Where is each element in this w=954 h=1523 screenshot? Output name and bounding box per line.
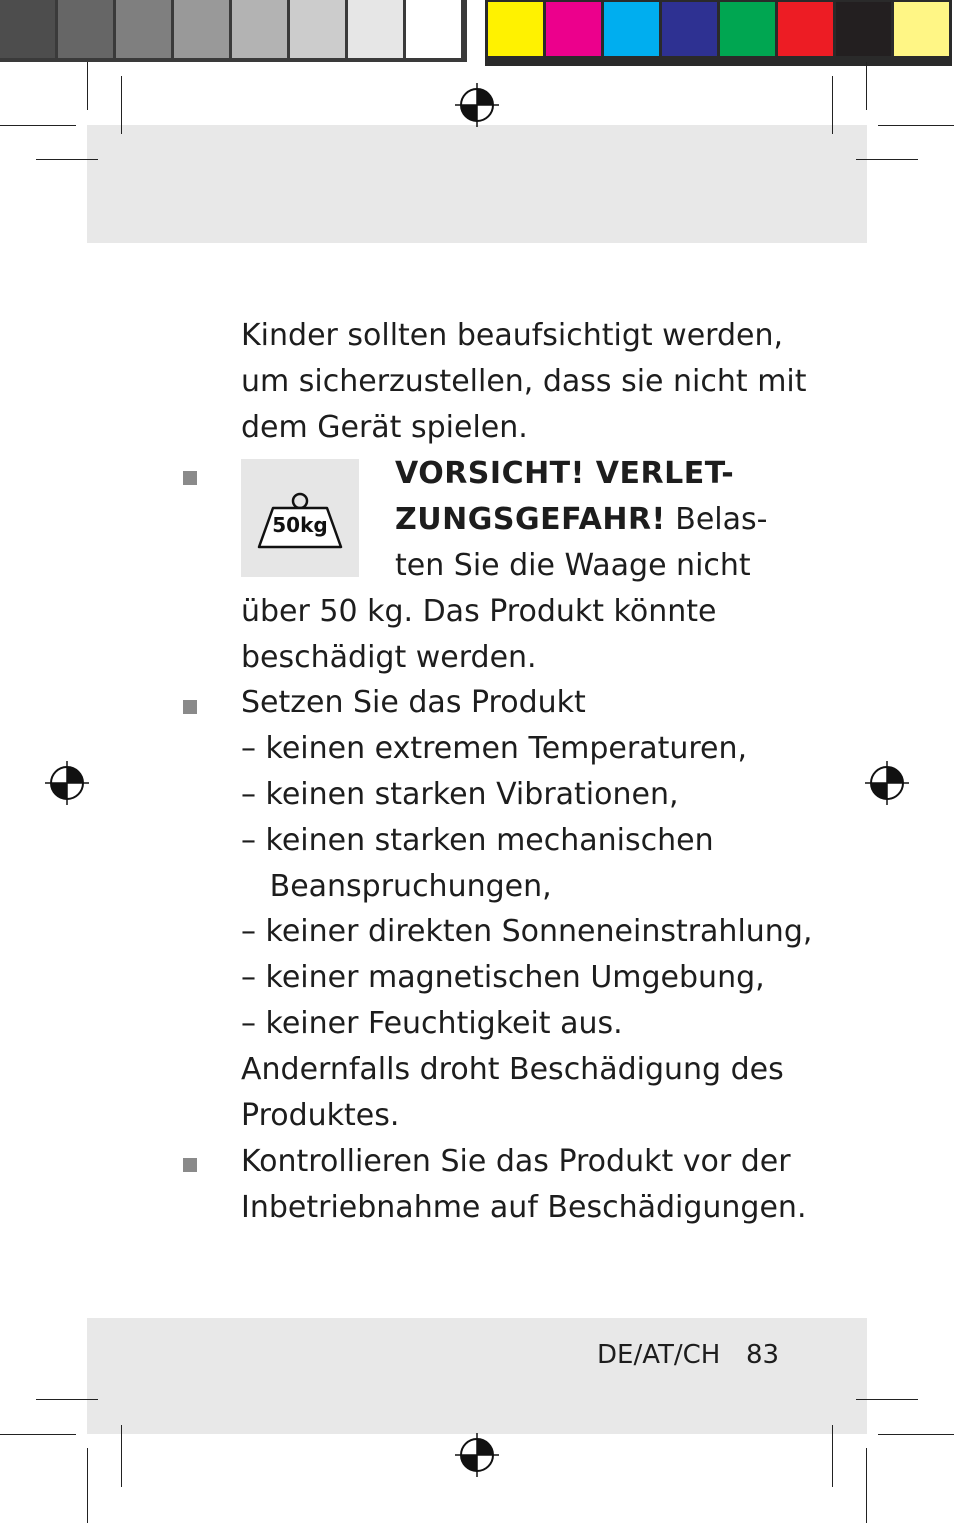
registration-mark-icon: [44, 760, 90, 806]
gray-swatch: [406, 0, 461, 58]
color-swatch-bar: [485, 0, 952, 66]
exposure-item: – keiner direkten Sonneneinstrahlung,: [241, 914, 813, 949]
exposure-item: – keinen starken mechanischen: [241, 823, 714, 858]
crop-mark: [866, 62, 867, 110]
warning-title-2: ZUNGSGEFAHR!: [395, 502, 666, 537]
crop-mark: [87, 62, 88, 110]
color-swatch: [720, 2, 775, 56]
crop-mark: [832, 1425, 833, 1487]
crop-mark: [87, 1448, 88, 1523]
gray-swatch: [290, 0, 345, 58]
gray-swatch: [0, 0, 55, 58]
footer-region: DE/AT/CH: [597, 1340, 721, 1370]
warning-line-2: [395, 497, 767, 543]
crop-mark: [856, 159, 918, 160]
exposure-item: – keinen extremen Temperaturen,: [241, 731, 748, 766]
bullet-icon: [183, 471, 197, 485]
bullet-icon: [183, 700, 197, 714]
exposure-item: – keinen starken Vibrationen,: [241, 777, 679, 812]
gray-swatch: [232, 0, 287, 58]
crop-mark: [856, 1399, 918, 1400]
gray-swatch: [116, 0, 171, 58]
color-swatch: [488, 2, 543, 56]
color-swatch: [778, 2, 833, 56]
crop-mark: [878, 125, 954, 126]
exposure-item: Beanspruchungen,: [241, 869, 552, 904]
intro-line: dem Gerät spielen.: [241, 410, 528, 445]
check-line: Kontrollieren Sie das Produkt vor der: [241, 1144, 791, 1179]
crop-mark: [121, 76, 122, 134]
gray-swatch: [174, 0, 229, 58]
weight-warning-icon: [241, 459, 359, 577]
warning-text: Belas-: [665, 502, 768, 537]
crop-mark: [878, 1434, 954, 1435]
crop-mark: [832, 76, 833, 134]
bullet-icon: [183, 1158, 197, 1172]
warning-line-4: über 50 kg. Das Produkt könnte: [241, 594, 717, 629]
registration-mark-icon: [864, 760, 910, 806]
crop-mark: [36, 1399, 98, 1400]
warning-line-3: ten Sie die Waage nicht: [395, 548, 751, 583]
gray-swatch: [348, 0, 403, 58]
exposure-intro: Setzen Sie das Produkt: [241, 685, 586, 720]
color-swatch: [546, 2, 601, 56]
warning-line-5: beschädigt werden.: [241, 640, 537, 675]
crop-mark: [36, 159, 98, 160]
registration-mark-icon: [454, 82, 500, 128]
page-number: 83: [746, 1340, 780, 1370]
gray-swatch: [58, 0, 113, 58]
color-swatch: [894, 2, 949, 56]
check-line: Inbetriebnahme auf Beschädigungen.: [241, 1190, 807, 1225]
gray-swatch-bar: [0, 0, 467, 62]
intro-line: um sicherzustellen, dass sie nicht mit: [241, 364, 807, 399]
footer-band: [87, 1318, 867, 1434]
color-swatch: [836, 2, 891, 56]
exposure-item: – keiner magnetischen Umgebung,: [241, 960, 765, 995]
registration-mark-icon: [454, 1432, 500, 1478]
exposure-item: – keiner Feuchtigkeit aus.: [241, 1006, 623, 1041]
crop-mark: [0, 125, 76, 126]
header-band: [87, 125, 867, 243]
crop-mark: [0, 1434, 76, 1435]
intro-line: Kinder sollten beaufsichtigt werden,: [241, 318, 784, 353]
color-swatch: [662, 2, 717, 56]
exposure-outro: Andernfalls droht Beschädigung des: [241, 1052, 784, 1087]
crop-mark: [121, 1425, 122, 1487]
warning-title: VORSICHT! VERLET-: [395, 456, 735, 491]
color-swatch: [604, 2, 659, 56]
weight-icon-label: 50kg: [272, 513, 328, 537]
exposure-outro: Produktes.: [241, 1098, 400, 1133]
crop-mark: [866, 1448, 867, 1523]
